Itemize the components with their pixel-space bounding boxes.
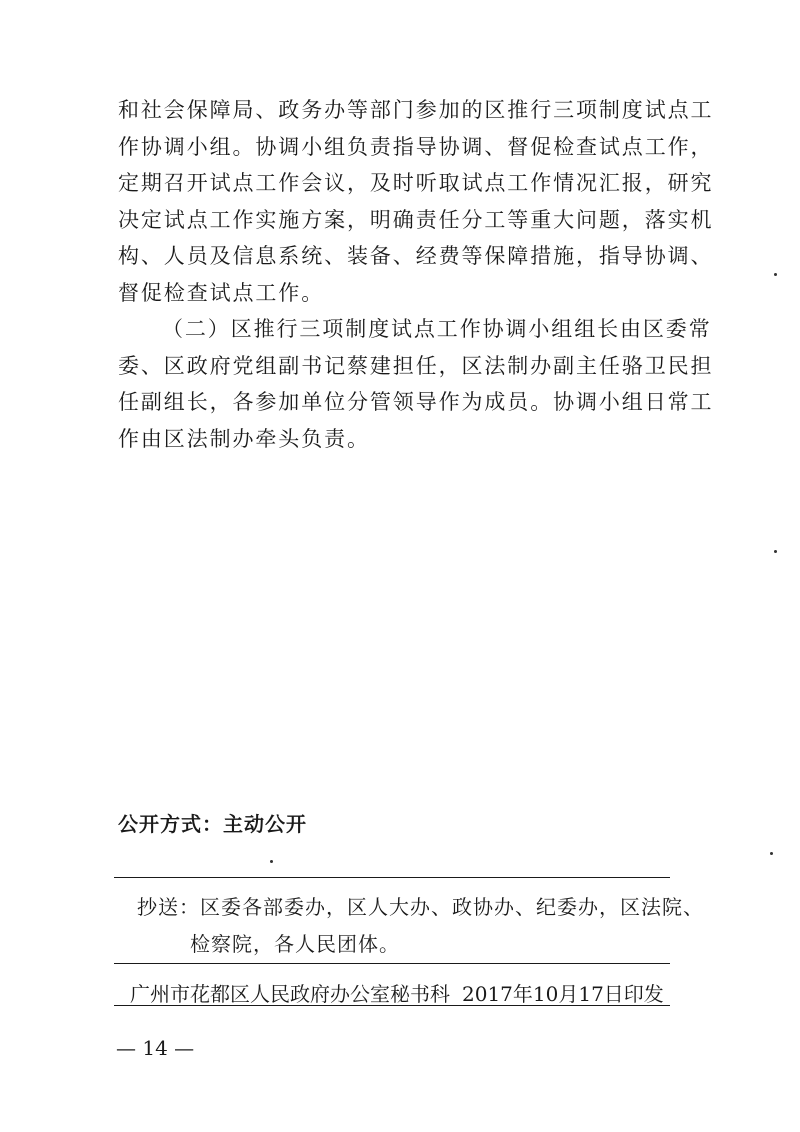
issue-date: 2017年10月17日印发 [462, 982, 664, 1006]
page-number: — 14 — [116, 1036, 195, 1060]
paragraph-1-line: 督促检查试点工作。 [118, 280, 325, 305]
issuing-office: 广州市花都区人民政府办公室秘书科 [130, 982, 450, 1006]
paragraph-2-line: 任副组长，各参加单位分管领导作为成员。协调小组日常工 [118, 390, 714, 414]
paragraph-1-line: 构、人员及信息系统、装备、经费等保障措施，指导协调、 [118, 244, 714, 268]
scan-speck [270, 860, 273, 863]
paragraph-2-line: 作由区法制办牵头负责。 [118, 426, 370, 451]
scan-speck [774, 550, 777, 553]
footer-rule [114, 1005, 670, 1006]
disclosure-method: 公开方式：主动公开 [118, 812, 307, 836]
cc-top-rule [114, 877, 670, 878]
paragraph-2-line: 委、区政府党组副书记蔡建担任，区法制办副主任骆卫民担 [118, 353, 714, 378]
paragraph-2-line: （二）区推行三项制度试点工作协调小组组长由区委常 [162, 317, 712, 341]
paragraph-1-line: 决定试点工作实施方案，明确责任分工等重大问题，落实机 [118, 207, 714, 232]
document-body [118, 92, 714, 457]
scan-speck [770, 852, 773, 855]
cc-bottom-rule [114, 963, 670, 964]
paragraph-1-line: 和社会保障局、政务办等部门参加的区推行三项制度试点工 [118, 98, 714, 122]
scan-speck [774, 273, 777, 276]
paragraph-1-line: 作协调小组。协调小组负责指导协调、督促检查试点工作， [118, 134, 714, 159]
paragraph-1-line: 定期召开试点工作会议，及时听取试点工作情况汇报，研究 [118, 171, 714, 195]
cc-recipients-line-1: 抄送：区委各部委办，区人大办、政协办、纪委办，区法院、 [137, 895, 704, 919]
cc-recipients-line-2: 检察院，各人民团体。 [190, 932, 400, 956]
